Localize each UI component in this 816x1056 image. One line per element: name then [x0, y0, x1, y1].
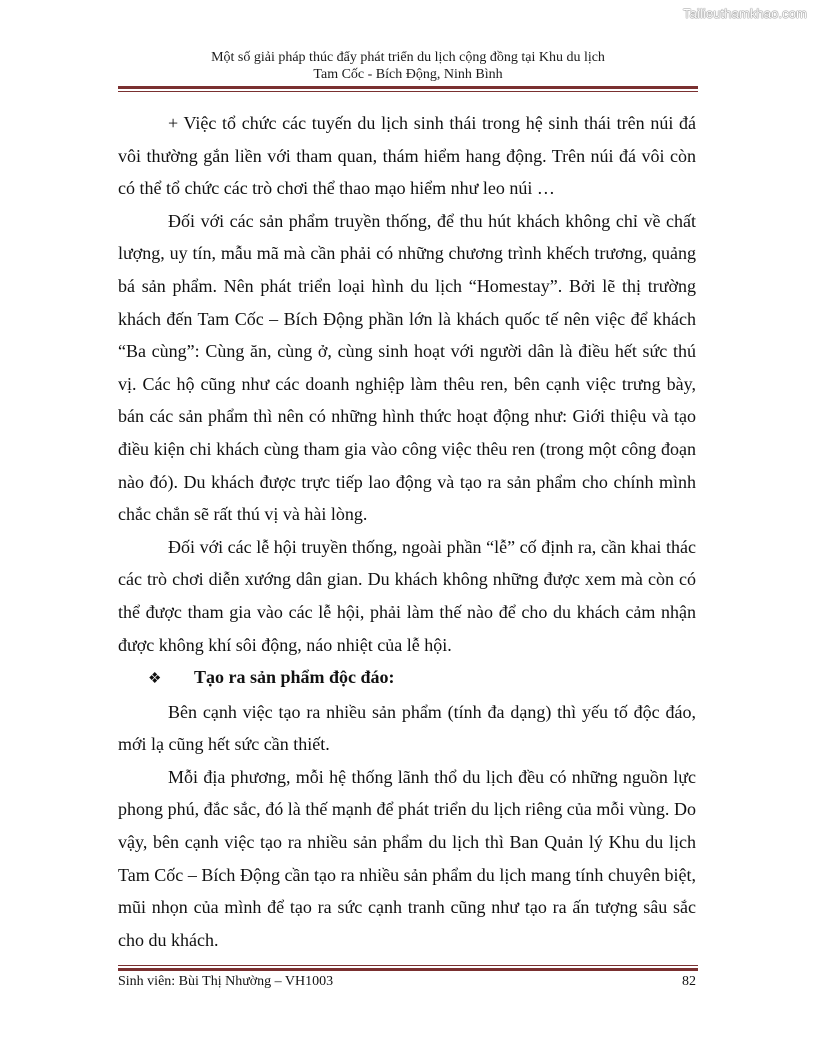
paragraph: Mỗi địa phương, mỗi hệ thống lãnh thổ du lịch đều có những nguồn lực phong phú, đắc sắc, đó là thế mạnh để phát triển du lịch riêng của mỗi vùng. Do vậy, bên cạnh việc tạo ra nhiều sản phẩm du lịch thì Ban Quản lý Khu du lịch Tam Cốc – Bích Động cần tạo ra nhiều sản phẩm du lịch mang tính chuyên biệt, mũi nhọn của mình để tạo ra sức cạnh tranh cũng như tạo ra ấn tượng sâu sắc cho du khách.: [118, 766, 696, 950]
section-heading: [118, 661, 696, 696]
footer-author: Sinh viên: Bùi Thị Nhường – VH1003: [118, 974, 334, 989]
diamond-bullet-icon: ❖: [148, 671, 162, 688]
watermark: Tailieuthamkhao.com: [682, 6, 807, 21]
document-body: [118, 107, 696, 956]
footer-rule: [118, 965, 698, 971]
page-header: [118, 49, 698, 83]
header-line-2: Tam Cốc - Bích Động, Ninh Bình: [313, 67, 503, 82]
page-footer: [118, 973, 696, 990]
page-number: 82: [682, 974, 696, 989]
paragraph: Bên cạnh việc tạo ra nhiều sản phẩm (tính đa dạng) thì yếu tố độc đáo, mới lạ cũng hết sức cần thiết.: [118, 701, 696, 755]
paragraph: Đối với các sản phẩm truyền thống, để thu hút khách không chỉ về chất lượng, uy tín, mẫu mã mà cần phải có những chương trình khếch trương, quảng bá sản phẩm. Nên phát triển loại hình du lịch “Homestay”. Bởi lẽ thị trường khách đến Tam Cốc – Bích Động phần lớn là khách quốc tế nên việc để khách “Ba cùng”: Cùng ăn, cùng ở, cùng sinh hoạt với người dân là điều hết sức thú vị. Các hộ cũng như các doanh nghiệp làm thêu ren, bên cạnh việc trưng bày, bán các sản phẩm thì nên có những hình thức hoạt động như: Giới thiệu và tạo điều kiện chi khách cùng tham gia vào công việc thêu ren (trong một công đoạn nào đó). Du khách được trực tiếp lao động và tạo ra sản phẩm cho chính mình chắc chắn sẽ rất thú vị và hài lòng.: [118, 210, 696, 525]
section-heading-text: Tạo ra sản phẩm độc đáo:: [194, 667, 395, 688]
paragraph: + Việc tổ chức các tuyến du lịch sinh thái trong hệ sinh thái trên núi đá vôi thường gắn liền với tham quan, thám hiểm hang động. Trên núi đá vôi còn có thể tổ chức các trò chơi thể thao mạo hiểm như leo núi …: [118, 113, 696, 199]
header-rule: [118, 86, 698, 92]
header-line-1: Một số giải pháp thúc đẩy phát triển du lịch cộng đồng tại Khu du lịch: [211, 50, 605, 65]
paragraph: Đối với các lễ hội truyền thống, ngoài phần “lễ” cố định ra, cần khai thác các trò chơi diễn xướng dân gian. Du khách không những được xem mà còn có thể được tham gia vào các lễ hội, phải làm thế nào để cho du khách cảm nhận được không khí sôi động, náo nhiệt của lễ hội.: [118, 536, 696, 655]
